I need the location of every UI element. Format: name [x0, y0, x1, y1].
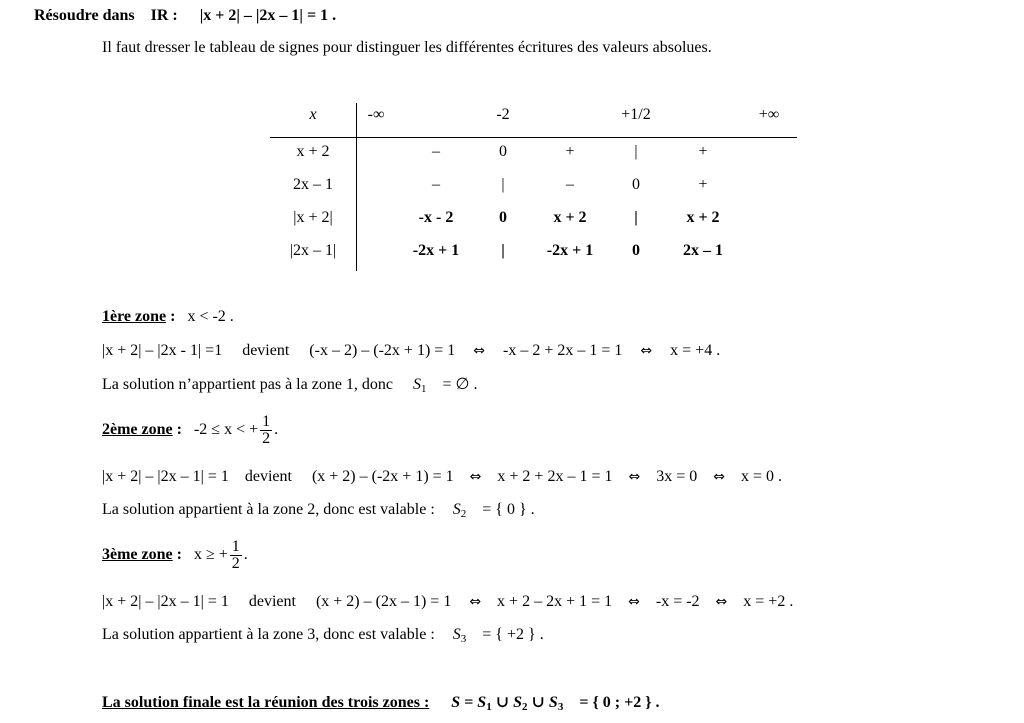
- final-sub3: 3: [557, 701, 564, 713]
- zone3-solution-value: = { +2 } .: [482, 626, 544, 643]
- table-cell: –: [432, 176, 440, 193]
- zone1-devient: devient: [242, 342, 290, 359]
- title-label: Résoudre dans: [34, 7, 135, 24]
- zone2-devient: devient: [244, 468, 292, 485]
- equivalence-icon: ⇔: [713, 469, 725, 485]
- table-header-cell: -∞: [367, 106, 385, 123]
- zone2-expanded: (x + 2) – (-2x + 1) = 1: [311, 468, 454, 485]
- zone3-step1: x + 2 – 2x + 1 = 1: [497, 593, 613, 610]
- table-header-cell: +∞: [758, 106, 780, 123]
- equivalence-icon: ⇔: [469, 594, 482, 610]
- fraction-numerator: 1: [262, 412, 271, 430]
- zone3-condition: x ≥ +: [193, 546, 228, 563]
- zone3-fraction: [230, 539, 242, 572]
- zone2-condition-suffix: .: [274, 421, 279, 438]
- table-cell: 0: [499, 143, 507, 160]
- fraction-denominator: 2: [231, 554, 240, 572]
- table-row-label: 2x – 1: [293, 176, 333, 193]
- zone2-conclusion: La solution appartient à la zone 2, donc est valable :: [102, 501, 435, 518]
- zone2-equation: [102, 467, 782, 487]
- table-header-cell: -2: [496, 106, 510, 123]
- intro-text: Il faut dresser le tableau de signes pour distinguer les différentes écritures des valeurs absolues.: [102, 39, 712, 56]
- table-row-label: |x + 2|: [293, 209, 333, 226]
- final-formula-end: = { 0 ; +2 } .: [579, 694, 660, 711]
- final-union1: ∪ S: [491, 694, 523, 711]
- zone3-solution-sub: 3: [460, 633, 467, 645]
- zone1-conclusion-line: [102, 375, 477, 395]
- zone1-lhs: |x + 2| – |2x - 1| =1: [102, 342, 223, 359]
- table-cell: –: [566, 176, 574, 193]
- zone1-condition: x < -2 .: [187, 308, 234, 325]
- zone2-heading: 2ème zone: [102, 421, 173, 438]
- equivalence-icon: ⇔: [715, 594, 728, 610]
- title-equation: |x + 2| – |2x – 1| = 1 .: [199, 7, 337, 24]
- zone1-step: -x – 2 + 2x – 1 = 1: [503, 342, 623, 359]
- zone2-solution-name: S: [452, 501, 461, 518]
- table-var-label: x: [309, 106, 317, 123]
- table-row-label: x + 2: [296, 143, 330, 160]
- table-cell: -x - 2: [418, 209, 454, 226]
- zone2-heading-line: 2ème zone : -2 ≤ x < + $\frac{1}{2}$ .: [102, 412, 279, 447]
- table-cell: 0: [632, 176, 640, 193]
- zone3-heading-line: 3ème zone : x ≥ + $\frac{1}{2}$ .: [102, 537, 248, 572]
- fraction-numerator: 1: [231, 537, 240, 555]
- zone1-solution-name: S: [413, 376, 422, 393]
- table-cell: |: [501, 242, 505, 259]
- final-formula-start: S = S: [451, 694, 487, 711]
- table-cell: -2x + 1: [412, 242, 460, 259]
- table-cell: +: [565, 143, 575, 160]
- zone3-equation: [102, 592, 793, 612]
- table-cell: +: [698, 176, 708, 193]
- title-set: IR :: [150, 7, 178, 24]
- zone2-condition: -2 ≤ x < +: [193, 421, 259, 438]
- zone2-step1: x + 2 + 2x – 1 = 1: [497, 468, 613, 485]
- final-sub2: 2: [522, 701, 528, 713]
- table-cell: 0: [632, 242, 640, 259]
- page-title: [34, 6, 336, 26]
- zone3-heading: 3ème zone: [102, 546, 173, 563]
- table-cell: x + 2: [553, 209, 587, 226]
- table-cell: -2x + 1: [546, 242, 594, 259]
- equivalence-icon: ⇔: [628, 594, 640, 610]
- table-cell: |: [634, 143, 638, 160]
- zone1-conclusion: La solution n’appartient pas à la zone 1, donc: [102, 376, 394, 393]
- zone3-expanded: (x + 2) – (2x – 1) = 1: [315, 593, 452, 610]
- zone1-expanded: (-x – 2) – (-2x + 1) = 1: [309, 342, 456, 359]
- equivalence-icon: ⇔: [628, 469, 641, 485]
- zone2-result: x = 0 .: [740, 468, 783, 485]
- final-solution-line: [102, 693, 660, 713]
- zone1-solution-value: = ∅ .: [442, 376, 478, 393]
- zone2-solution-value: = { 0 } .: [482, 501, 535, 518]
- zone3-result: x = +2 .: [743, 593, 794, 610]
- zone1-equation: [102, 341, 720, 361]
- zone3-solution-name: S: [452, 626, 461, 643]
- equivalence-icon: ⇔: [469, 469, 482, 485]
- zone2-step2: 3x = 0: [656, 468, 698, 485]
- fraction-denominator: 2: [262, 429, 271, 447]
- table-vertical-rule: [356, 103, 357, 271]
- zone1-heading-line: 1ère zone : x < -2 .: [102, 308, 234, 325]
- zone3-devient: devient: [248, 593, 296, 610]
- final-union2: ∪ S: [527, 694, 558, 711]
- final-sub1: 1: [486, 701, 492, 713]
- table-cell: |: [634, 209, 638, 226]
- final-heading: La solution finale est la réunion des trois zones :: [102, 694, 430, 711]
- zone1-solution-sub: 1: [421, 383, 427, 395]
- table-cell: 2x – 1: [683, 242, 723, 259]
- zone3-conclusion: La solution appartient à la zone 3, donc est valable :: [102, 626, 435, 643]
- table-row-label: |2x – 1|: [289, 242, 337, 259]
- table-cell: 0: [499, 209, 507, 226]
- table-cell: |: [501, 176, 505, 193]
- equivalence-icon: ⇔: [473, 343, 486, 359]
- zone3-lhs: |x + 2| – |2x – 1| = 1: [102, 593, 229, 610]
- zone3-condition-suffix: .: [243, 546, 248, 563]
- zone3-conclusion-line: [102, 625, 544, 645]
- table-header-cell: +1/2: [621, 106, 651, 123]
- zone1-heading: 1ère zone: [102, 308, 167, 325]
- table-cell: –: [432, 143, 440, 160]
- equivalence-icon: ⇔: [640, 343, 653, 359]
- table-cell: +: [698, 143, 708, 160]
- zone1-result: x = +4 .: [670, 342, 721, 359]
- zone3-step2: -x = -2: [655, 593, 700, 610]
- zone2-conclusion-line: [102, 500, 535, 520]
- table-cell: x + 2: [686, 209, 720, 226]
- table-horizontal-rule: [270, 137, 797, 138]
- zone2-fraction: [260, 414, 272, 447]
- zone2-solution-sub: 2: [460, 508, 467, 520]
- zone2-lhs: |x + 2| – |2x – 1| = 1: [102, 468, 229, 485]
